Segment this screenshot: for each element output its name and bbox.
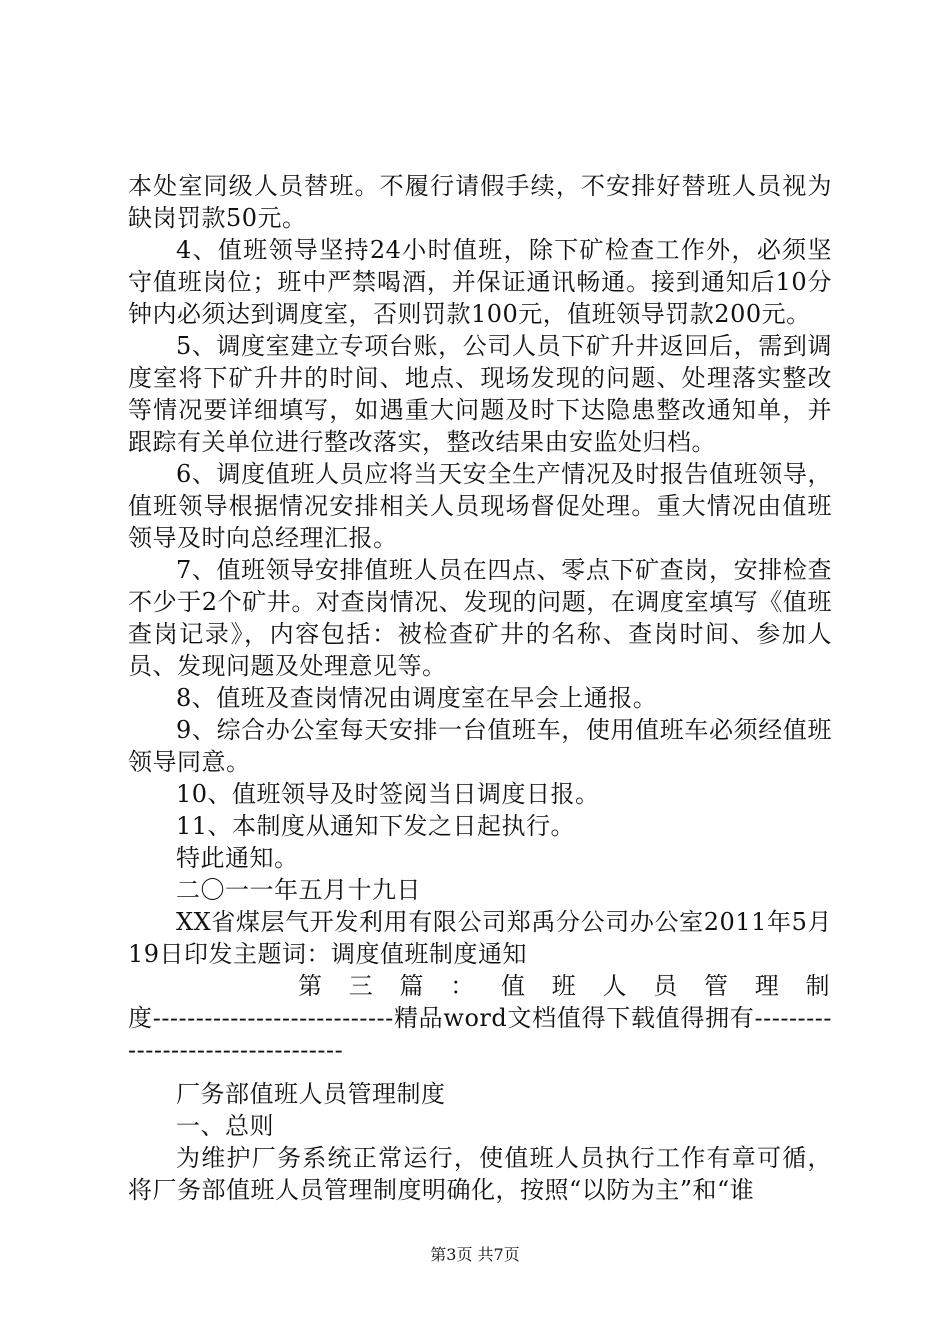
paragraph-item-7: 7、值班领导安排值班人员在四点、零点下矿查岗，安排检查不少于2个矿井。对查岗情况、发现的问题，在调度室填写《值班查岗记录》，内容包括：被检查矿井的名称、查岗时间、参加人员、发现问题及处理意见等。 bbox=[128, 556, 832, 680]
chapter-heading-char: ： bbox=[450, 972, 475, 1000]
issue-date: 二〇一一年五月十九日 bbox=[176, 876, 421, 904]
chapter-heading-char: 篇 bbox=[399, 972, 424, 1000]
chapter-heading-char: 人 bbox=[602, 972, 627, 1000]
paragraph-substitute-duty: 本处室同级人员替班。不履行请假手续，不安排好替班人员视为缺岗罚款50元。 bbox=[128, 172, 832, 232]
chapter-heading-char: 管 bbox=[704, 972, 729, 1000]
chapter-heading-char: 值 bbox=[501, 972, 526, 1000]
page-footer: 第3页 共7页 bbox=[430, 1245, 520, 1264]
chapter-heading-continuation: 度----------------------------精品word文档值得下载值得拥有---------------------------------- bbox=[128, 1004, 832, 1064]
paragraph-item-6: 6、调度值班人员应将当天安全生产情况及时报告值班领导，值班领导根据情况安排相关人员现场督促处理。重大情况由值班领导及时向总经理汇报。 bbox=[128, 460, 832, 552]
section-title: 厂务部值班人员管理制度 bbox=[176, 1080, 446, 1108]
document-body bbox=[128, 170, 832, 1206]
chapter-heading bbox=[128, 970, 832, 1002]
paragraph-item-10: 10、值班领导及时签阅当日调度日报。 bbox=[176, 780, 600, 808]
chapter-heading-char: 三 bbox=[348, 972, 374, 1000]
chapter-heading-char: 理 bbox=[754, 972, 780, 1000]
section-general-principles: 一、总则 bbox=[176, 1112, 274, 1140]
paragraph-item-11: 11、本制度从通知下发之日起执行。 bbox=[176, 812, 576, 840]
issuer-line: XX省煤层气开发利用有限公司郑禹分公司办公室2011年5月19日印发主题词：调度值班制度通知 bbox=[128, 908, 832, 968]
chapter-heading-char: 制 bbox=[805, 972, 830, 1000]
paragraph-item-8: 8、值班及查岗情况由调度室在早会上通报。 bbox=[176, 684, 658, 712]
chapter-heading-char: 第 bbox=[298, 972, 323, 1000]
paragraph-item-9: 9、综合办公室每天安排一台值班车，使用值班车必须经值班领导同意。 bbox=[128, 716, 832, 776]
chapter-heading-char: 班 bbox=[551, 972, 577, 1000]
paragraph-item-4: 4、值班领导坚持24小时值班，除下矿检查工作外，必须坚守值班岗位；班中严禁喝酒，并保证通讯畅通。接到通知后10分钟内必须达到调度室，否则罚款100元，值班领导罚款200元。 bbox=[128, 236, 832, 328]
chapter-heading-char: 员 bbox=[653, 972, 678, 1000]
closing-notice: 特此通知。 bbox=[176, 844, 299, 872]
paragraph-purpose: 为维护厂务系统正常运行，使值班人员执行工作有章可循，将厂务部值班人员管理制度明确化，按照“以防为主”和“谁 bbox=[128, 1144, 832, 1204]
paragraph-item-5: 5、调度室建立专项台账，公司人员下矿升井返回后，需到调度室将下矿升井的时间、地点、现场发现的问题、处理落实整改等情况要详细填写，如遇重大问题及时下达隐患整改通知单，并跟踪有关单位进行整改落实，整改结果由安监处归档。 bbox=[128, 332, 832, 456]
